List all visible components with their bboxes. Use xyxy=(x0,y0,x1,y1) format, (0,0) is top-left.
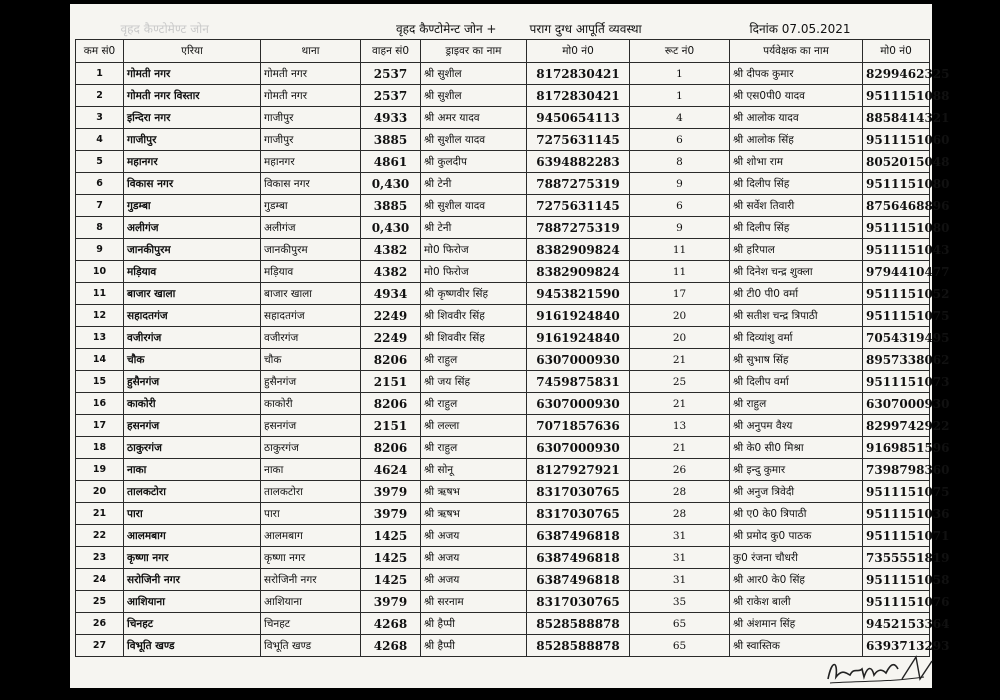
cell-thana: पारा xyxy=(261,503,361,525)
cell-sup-mobile: 9511151036 xyxy=(863,503,930,525)
cell-route: 6 xyxy=(630,129,730,151)
cell-mobile: 6307000930 xyxy=(527,393,630,415)
col-header-vehicle: वाहन सं0 xyxy=(361,40,421,63)
zone-title: वृहद कैण्टोमेन्ट जोन + xyxy=(395,21,497,36)
table-row xyxy=(76,151,930,173)
col-header-supervisor: पर्यवेक्षक का नाम xyxy=(730,40,863,63)
cell-thana: अलीगंज xyxy=(261,217,361,239)
table-row xyxy=(76,63,930,85)
cell-sn: 2 xyxy=(76,85,124,107)
col-header-sup-mobile: मो0 नं0 xyxy=(863,40,930,63)
cell-sn: 27 xyxy=(76,635,124,657)
cell-route: 4 xyxy=(630,107,730,129)
cell-area: चिनहट xyxy=(124,613,261,635)
cell-sn: 24 xyxy=(76,569,124,591)
cell-area: काकोरी xyxy=(124,393,261,415)
table-row xyxy=(76,261,930,283)
cell-mobile: 7887275319 xyxy=(527,173,630,195)
cell-route: 13 xyxy=(630,415,730,437)
cell-vehicle: 1425 xyxy=(361,569,421,591)
cell-supervisor: श्री स्वास्तिक xyxy=(730,635,863,657)
cell-driver: श्री कृष्णवीर सिंह xyxy=(421,283,527,305)
cell-sup-mobile: 6307000930 xyxy=(863,393,930,415)
cell-vehicle: 4268 xyxy=(361,613,421,635)
cell-mobile: 6394882283 xyxy=(527,151,630,173)
faded-header-text: वृहद कैण्टोमेण्ट जोन xyxy=(120,21,209,36)
cell-driver: श्री कुलदीप xyxy=(421,151,527,173)
cell-vehicle: 2151 xyxy=(361,415,421,437)
signature-icon xyxy=(820,639,940,689)
cell-supervisor: श्री राहुल xyxy=(730,393,863,415)
cell-route: 31 xyxy=(630,525,730,547)
cell-mobile: 8127927921 xyxy=(527,459,630,481)
cell-supervisor: श्री ए0 के0 त्रिपाठी xyxy=(730,503,863,525)
cell-driver: श्री राहुल xyxy=(421,437,527,459)
table-row xyxy=(76,85,930,107)
cell-driver: श्री अमर यादव xyxy=(421,107,527,129)
cell-sup-mobile: 8052015048 xyxy=(863,151,930,173)
cell-driver: श्री राहुल xyxy=(421,349,527,371)
cell-area: पारा xyxy=(124,503,261,525)
cell-supervisor: श्री सुभाष सिंह xyxy=(730,349,863,371)
cell-thana: महानगर xyxy=(261,151,361,173)
cell-vehicle: 4382 xyxy=(361,261,421,283)
table-row xyxy=(76,525,930,547)
cell-thana: हसनगंज xyxy=(261,415,361,437)
cell-area: इन्दिरा नगर xyxy=(124,107,261,129)
table-row xyxy=(76,107,930,129)
cell-driver: श्री अजय xyxy=(421,569,527,591)
cell-driver: श्री शिववीर सिंह xyxy=(421,327,527,349)
cell-thana: नाका xyxy=(261,459,361,481)
cell-driver: श्री शिववीर सिंह xyxy=(421,305,527,327)
cell-vehicle: 2249 xyxy=(361,327,421,349)
cell-vehicle: 1425 xyxy=(361,547,421,569)
cell-vehicle: 3885 xyxy=(361,129,421,151)
table-row xyxy=(76,547,930,569)
table-row xyxy=(76,415,930,437)
cell-thana: मड़ियाव xyxy=(261,261,361,283)
cell-sup-mobile: 9511151075 xyxy=(863,481,930,503)
cell-sup-mobile: 9511151075 xyxy=(863,305,930,327)
cell-sn: 11 xyxy=(76,283,124,305)
cell-mobile: 6387496818 xyxy=(527,569,630,591)
cell-route: 1 xyxy=(630,63,730,85)
table-row xyxy=(76,591,930,613)
cell-route: 21 xyxy=(630,349,730,371)
cell-mobile: 7071857636 xyxy=(527,415,630,437)
cell-supervisor: श्री हरिपाल xyxy=(730,239,863,261)
cell-sn: 13 xyxy=(76,327,124,349)
cell-mobile: 6387496818 xyxy=(527,525,630,547)
cell-vehicle: 0,430 xyxy=(361,217,421,239)
cell-mobile: 8317030765 xyxy=(527,591,630,613)
cell-sup-mobile: 8957338062 xyxy=(863,349,930,371)
title-row xyxy=(76,17,930,40)
table-row xyxy=(76,437,930,459)
cell-mobile: 8317030765 xyxy=(527,503,630,525)
cell-sup-mobile: 9511151058 xyxy=(863,569,930,591)
cell-route: 11 xyxy=(630,239,730,261)
cell-sn: 25 xyxy=(76,591,124,613)
cell-area: विकास नगर xyxy=(124,173,261,195)
cell-supervisor: श्री दिलीप सिंह xyxy=(730,217,863,239)
cell-route: 20 xyxy=(630,327,730,349)
cell-route: 25 xyxy=(630,371,730,393)
cell-route: 21 xyxy=(630,393,730,415)
cell-area: आलमबाग xyxy=(124,525,261,547)
cell-route: 28 xyxy=(630,503,730,525)
cell-area: विभूति खण्ड xyxy=(124,635,261,657)
cell-vehicle: 4268 xyxy=(361,635,421,657)
cell-thana: जानकीपुरम xyxy=(261,239,361,261)
cell-thana: गाजीपुर xyxy=(261,129,361,151)
cell-area: मड़ियाव xyxy=(124,261,261,283)
cell-mobile: 7275631145 xyxy=(527,129,630,151)
cell-area: तालकटोरा xyxy=(124,481,261,503)
table-row xyxy=(76,239,930,261)
table-row xyxy=(76,129,930,151)
cell-thana: सरोजिनी नगर xyxy=(261,569,361,591)
cell-route: 28 xyxy=(630,481,730,503)
distribution-table xyxy=(75,17,950,657)
cell-thana: ठाकुरगंज xyxy=(261,437,361,459)
cell-sn: 18 xyxy=(76,437,124,459)
cell-vehicle: 4624 xyxy=(361,459,421,481)
cell-sup-mobile: 9511151080 xyxy=(863,217,930,239)
scheme-title: पराग दुग्ध आपूर्ति व्यवस्था xyxy=(529,21,642,36)
table-row xyxy=(76,173,930,195)
cell-route: 20 xyxy=(630,305,730,327)
cell-driver: श्री सुशील यादव xyxy=(421,195,527,217)
cell-supervisor: श्री शोभा राम xyxy=(730,151,863,173)
cell-driver: श्री सुशील xyxy=(421,63,527,85)
col-header-sn: कम सं0 xyxy=(76,40,124,63)
cell-route: 31 xyxy=(630,547,730,569)
cell-vehicle: 3979 xyxy=(361,503,421,525)
cell-sn: 1 xyxy=(76,63,124,85)
cell-area: आशियाना xyxy=(124,591,261,613)
cell-vehicle: 3885 xyxy=(361,195,421,217)
table-row xyxy=(76,305,930,327)
cell-driver: श्री राहुल xyxy=(421,393,527,415)
cell-mobile: 7887275319 xyxy=(527,217,630,239)
cell-thana: आशियाना xyxy=(261,591,361,613)
cell-route: 11 xyxy=(630,261,730,283)
cell-mobile: 7275631145 xyxy=(527,195,630,217)
cell-route: 9 xyxy=(630,217,730,239)
cell-area: गोमती नगर xyxy=(124,63,261,85)
cell-area: हसनगंज xyxy=(124,415,261,437)
cell-supervisor: श्री प्रमोद कु0 पाठक xyxy=(730,525,863,547)
cell-mobile: 6307000930 xyxy=(527,437,630,459)
cell-sup-mobile: 7398798360 xyxy=(863,459,930,481)
cell-thana: गोमती नगर xyxy=(261,85,361,107)
cell-mobile: 9453821590 xyxy=(527,283,630,305)
table-row xyxy=(76,459,930,481)
table-row xyxy=(76,349,930,371)
cell-area: कृष्णा नगर xyxy=(124,547,261,569)
cell-area: गाजीपुर xyxy=(124,129,261,151)
cell-route: 21 xyxy=(630,437,730,459)
cell-driver: श्री ऋषभ xyxy=(421,503,527,525)
cell-driver: श्री हैप्पी xyxy=(421,635,527,657)
cell-sn: 16 xyxy=(76,393,124,415)
cell-sn: 9 xyxy=(76,239,124,261)
cell-sn: 19 xyxy=(76,459,124,481)
cell-thana: गुडम्बा xyxy=(261,195,361,217)
cell-area: चौक xyxy=(124,349,261,371)
cell-sup-mobile: 9511151071 xyxy=(863,525,930,547)
cell-mobile: 8382909824 xyxy=(527,239,630,261)
cell-supervisor: श्री दिव्यांशु वर्मा xyxy=(730,327,863,349)
cell-driver: श्री सोनू xyxy=(421,459,527,481)
cell-sup-mobile: 9511151080 xyxy=(863,173,930,195)
cell-supervisor: श्री दिलीप सिंह xyxy=(730,173,863,195)
document-page xyxy=(70,4,950,688)
cell-vehicle: 8206 xyxy=(361,437,421,459)
cell-sn: 3 xyxy=(76,107,124,129)
table-row xyxy=(76,635,930,657)
cell-thana: विभूति खण्ड xyxy=(261,635,361,657)
cell-mobile: 8528588878 xyxy=(527,613,630,635)
cell-supervisor: श्री दिलीप वर्मा xyxy=(730,371,863,393)
cell-area: गोमती नगर विस्तार xyxy=(124,85,261,107)
cell-supervisor: श्री आर0 के0 सिंह xyxy=(730,569,863,591)
cell-vehicle: 4933 xyxy=(361,107,421,129)
cell-sup-mobile: 9511151043 xyxy=(863,239,930,261)
cell-sup-mobile: 7054319495 xyxy=(863,327,930,349)
cell-mobile: 7459875831 xyxy=(527,371,630,393)
cell-supervisor: श्री के0 सी0 मिश्रा xyxy=(730,437,863,459)
cell-thana: सहादतगंज xyxy=(261,305,361,327)
cell-supervisor: श्री एस0पी0 यादव xyxy=(730,85,863,107)
cell-route: 26 xyxy=(630,459,730,481)
cell-sn: 6 xyxy=(76,173,124,195)
cell-thana: गोमती नगर xyxy=(261,63,361,85)
cell-vehicle: 3979 xyxy=(361,481,421,503)
cell-route: 6 xyxy=(630,195,730,217)
cell-area: वजीरगंज xyxy=(124,327,261,349)
cell-thana: कृष्णा नगर xyxy=(261,547,361,569)
cell-area: जानकीपुरम xyxy=(124,239,261,261)
cell-sn: 23 xyxy=(76,547,124,569)
cell-vehicle: 2537 xyxy=(361,63,421,85)
cell-vehicle: 0,430 xyxy=(361,173,421,195)
cell-sup-mobile: 9511151088 xyxy=(863,85,930,107)
cell-sup-mobile: 9169851596 xyxy=(863,437,930,459)
cell-thana: गाजीपुर xyxy=(261,107,361,129)
table-row xyxy=(76,283,930,305)
table-row xyxy=(76,569,930,591)
cell-thana: तालकटोरा xyxy=(261,481,361,503)
cell-vehicle: 8206 xyxy=(361,349,421,371)
cell-sup-mobile: 9511151073 xyxy=(863,371,930,393)
cell-sn: 22 xyxy=(76,525,124,547)
cell-thana: काकोरी xyxy=(261,393,361,415)
cell-sup-mobile: 9511151060 xyxy=(863,129,930,151)
cell-thana: बाजार खाला xyxy=(261,283,361,305)
cell-sn: 4 xyxy=(76,129,124,151)
cell-mobile: 8317030765 xyxy=(527,481,630,503)
cell-driver: श्री अजय xyxy=(421,547,527,569)
table-row xyxy=(76,371,930,393)
cell-route: 31 xyxy=(630,569,730,591)
cell-route: 1 xyxy=(630,85,730,107)
cell-mobile: 9161924840 xyxy=(527,305,630,327)
cell-mobile: 8382909824 xyxy=(527,261,630,283)
cell-area: नाका xyxy=(124,459,261,481)
cell-vehicle: 2537 xyxy=(361,85,421,107)
cell-area: सहादतगंज xyxy=(124,305,261,327)
cell-driver: मो0 फिरोज xyxy=(421,239,527,261)
cell-sup-mobile: 9452153364 xyxy=(863,613,930,635)
cell-thana: वजीरगंज xyxy=(261,327,361,349)
cell-supervisor: श्री राकेश बाली xyxy=(730,591,863,613)
cell-thana: विकास नगर xyxy=(261,173,361,195)
cell-route: 8 xyxy=(630,151,730,173)
cell-area: ठाकुरगंज xyxy=(124,437,261,459)
cell-area: हुसैनगंज xyxy=(124,371,261,393)
cell-route: 9 xyxy=(630,173,730,195)
cell-vehicle: 1425 xyxy=(361,525,421,547)
cell-supervisor: श्री अनुपम वैश्य xyxy=(730,415,863,437)
report-date: दिनांक 07.05.2021 xyxy=(749,21,851,36)
cell-driver: श्री सुशील यादव xyxy=(421,129,527,151)
cell-sup-mobile: 8858414321 xyxy=(863,107,930,129)
cell-supervisor: श्री दीपक कुमार xyxy=(730,63,863,85)
table-row xyxy=(76,613,930,635)
cell-sup-mobile: 8299462325 xyxy=(863,63,930,85)
cell-driver: श्री हैप्पी xyxy=(421,613,527,635)
cell-driver: मो0 फिरोज xyxy=(421,261,527,283)
cell-sn: 17 xyxy=(76,415,124,437)
cell-thana: चौक xyxy=(261,349,361,371)
cell-mobile: 6307000930 xyxy=(527,349,630,371)
cell-vehicle: 4382 xyxy=(361,239,421,261)
table-row xyxy=(76,327,930,349)
cell-sn: 26 xyxy=(76,613,124,635)
col-header-driver: ड्राइवर का नाम xyxy=(421,40,527,63)
cell-sn: 14 xyxy=(76,349,124,371)
cell-sup-mobile: 9511151076 xyxy=(863,591,930,613)
cell-supervisor: कु0 रंजना चौधरी xyxy=(730,547,863,569)
cell-area: सरोजिनी नगर xyxy=(124,569,261,591)
cell-driver: श्री जय सिंह xyxy=(421,371,527,393)
cell-supervisor: श्री आलोक यादव xyxy=(730,107,863,129)
cell-sup-mobile: 7355551819 xyxy=(863,547,930,569)
col-header-mobile: मो0 नं0 xyxy=(527,40,630,63)
cell-sn: 12 xyxy=(76,305,124,327)
cell-driver: श्री सुशील xyxy=(421,85,527,107)
cell-supervisor: श्री अंशमान सिंह xyxy=(730,613,863,635)
cell-mobile: 8172830421 xyxy=(527,63,630,85)
cell-vehicle: 2151 xyxy=(361,371,421,393)
cell-route: 17 xyxy=(630,283,730,305)
cell-area: अलीगंज xyxy=(124,217,261,239)
cell-driver: श्री लल्ला xyxy=(421,415,527,437)
cell-mobile: 6387496818 xyxy=(527,547,630,569)
cell-mobile: 8172830421 xyxy=(527,85,630,107)
cell-driver: श्री टेनी xyxy=(421,173,527,195)
cell-sn: 10 xyxy=(76,261,124,283)
cell-sn: 7 xyxy=(76,195,124,217)
cell-route: 65 xyxy=(630,613,730,635)
cell-supervisor: श्री इन्दु कुमार xyxy=(730,459,863,481)
cell-sn: 8 xyxy=(76,217,124,239)
cell-sn: 21 xyxy=(76,503,124,525)
cell-driver: श्री अजय xyxy=(421,525,527,547)
cell-driver: श्री टेनी xyxy=(421,217,527,239)
milk-distribution-sheet xyxy=(75,17,950,657)
table-row xyxy=(76,481,930,503)
cell-route: 65 xyxy=(630,635,730,657)
cell-sup-mobile: 6393713293 xyxy=(863,635,930,657)
cell-sn: 5 xyxy=(76,151,124,173)
table-body xyxy=(76,63,950,657)
cell-driver: श्री सरनाम xyxy=(421,591,527,613)
cell-thana: हुसैनगंज xyxy=(261,371,361,393)
col-header-thana: थाना xyxy=(261,40,361,63)
cell-thana: चिनहट xyxy=(261,613,361,635)
cell-vehicle: 4934 xyxy=(361,283,421,305)
cell-area: बाजार खाला xyxy=(124,283,261,305)
cell-sup-mobile: 9511151052 xyxy=(863,283,930,305)
table-row xyxy=(76,503,930,525)
cell-mobile: 9161924840 xyxy=(527,327,630,349)
cell-supervisor: श्री दिनेश चन्द्र शुक्ला xyxy=(730,261,863,283)
table-row xyxy=(76,393,930,415)
cell-supervisor: श्री टी0 पी0 वर्मा xyxy=(730,283,863,305)
cell-thana: आलमबाग xyxy=(261,525,361,547)
cell-supervisor: श्री अनुज त्रिवेदी xyxy=(730,481,863,503)
cell-vehicle: 4861 xyxy=(361,151,421,173)
col-header-area: एरिया xyxy=(124,40,261,63)
cell-driver: श्री ऋषभ xyxy=(421,481,527,503)
cell-area: गुडम्बा xyxy=(124,195,261,217)
cell-mobile: 8528588878 xyxy=(527,635,630,657)
cell-route: 35 xyxy=(630,591,730,613)
cell-sup-mobile: 9794410477 xyxy=(863,261,930,283)
cell-area: महानगर xyxy=(124,151,261,173)
cell-sup-mobile: 8756468896 xyxy=(863,195,930,217)
col-header-route: रूट नं0 xyxy=(630,40,730,63)
cell-vehicle: 8206 xyxy=(361,393,421,415)
cell-sn: 15 xyxy=(76,371,124,393)
column-header-row xyxy=(76,40,930,63)
cell-vehicle: 2249 xyxy=(361,305,421,327)
cell-supervisor: श्री सतीश चन्द्र त्रिपाठी xyxy=(730,305,863,327)
cell-sup-mobile: 8299742922 xyxy=(863,415,930,437)
cell-vehicle: 3979 xyxy=(361,591,421,613)
cell-supervisor: श्री सर्वेश तिवारी xyxy=(730,195,863,217)
table-row xyxy=(76,217,930,239)
cell-supervisor: श्री आलोक सिंह xyxy=(730,129,863,151)
cell-sn: 20 xyxy=(76,481,124,503)
cell-mobile: 9450654113 xyxy=(527,107,630,129)
table-row xyxy=(76,195,930,217)
